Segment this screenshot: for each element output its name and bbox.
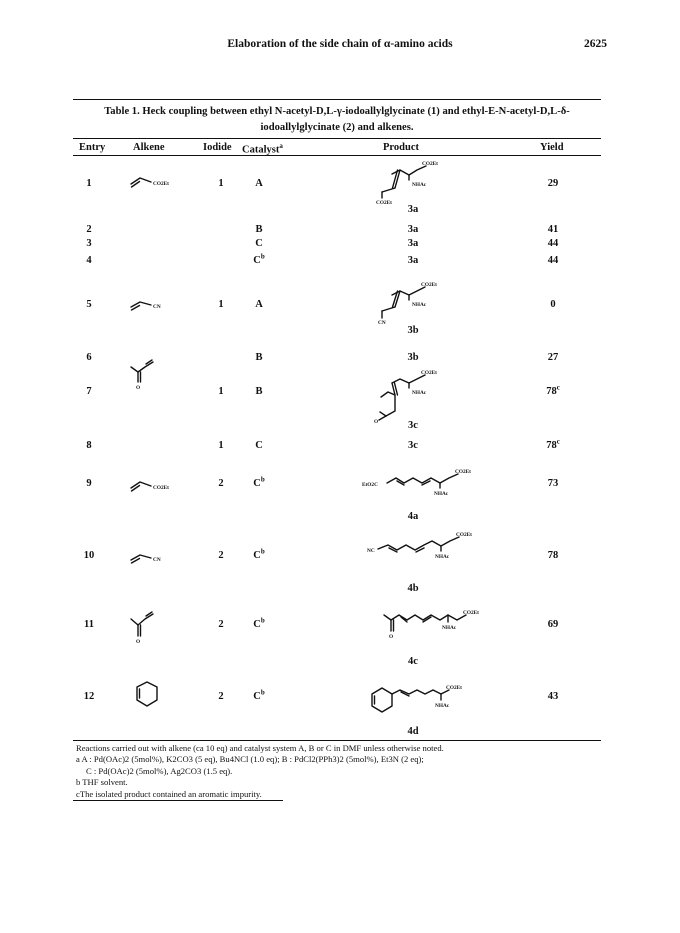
product-4b-structure <box>378 537 459 552</box>
iodide-cell: 2 <box>218 478 224 489</box>
table-caption-line-2: iodoallylglycinate (2) and alkenes. <box>260 122 414 133</box>
yield-value: 78 <box>546 440 557 451</box>
product-label: 3b <box>407 352 419 363</box>
footnote-b: b THF solvent. <box>76 777 128 788</box>
catalyst-letter: C <box>253 255 261 266</box>
page-number: 2625 <box>584 38 607 50</box>
product-3c-structure <box>379 375 425 420</box>
catalyst-footnote-mark: b <box>260 688 265 697</box>
product-4b-nhac-label: NHAc <box>435 554 450 560</box>
alkene-1-co2et-label: CO2Et <box>153 181 169 187</box>
product-4d-co2et-label: CO2Et <box>446 685 462 691</box>
column-header-product: Product <box>383 142 419 153</box>
catalyst-letter: B <box>255 224 263 235</box>
table-caption-line-1: Table 1. Heck coupling between ethyl N-acetyl-D,L-γ-iodoallylglycinate (1) and ethyl-E-N-acetyl-D,L-δ- <box>104 106 570 117</box>
product-label: 4c <box>408 656 418 667</box>
alkene-9-structure <box>131 482 151 488</box>
alkene-5-cn-label: CN <box>153 304 161 310</box>
product-4a-structure <box>387 474 458 488</box>
catalyst-letter: B <box>255 352 263 363</box>
product-label: 4a <box>407 511 419 522</box>
entry-cell: 8 <box>86 440 92 451</box>
alkene-7-o-label: O <box>136 385 141 391</box>
footnote-general: Reactions carried out with alkene (ca 10 eq) and catalyst system A, B or C in DMF unless otherwise noted. <box>76 743 444 753</box>
catalyst-letter: C <box>253 478 261 489</box>
entry-cell: 10 <box>83 550 95 561</box>
yield-footnote-mark: c <box>556 383 560 392</box>
yield-value: 44 <box>547 255 559 266</box>
product-4c-co2et-label: CO2Et <box>463 610 479 616</box>
product-4c-nhac-label: NHAc <box>442 625 457 631</box>
footnote-end-rule <box>73 800 283 801</box>
catalyst-header-text: Catalyst <box>242 144 280 156</box>
product-3c-co2et-label: CO2Et <box>421 370 437 376</box>
entry-cell: 1 <box>86 178 92 189</box>
entry-cell: 9 <box>86 478 92 489</box>
entry-cell: 12 <box>83 691 95 702</box>
alkene-1-structure <box>131 178 151 184</box>
catalyst-letter: A <box>255 178 263 189</box>
yield-value: 73 <box>547 478 559 489</box>
product-4c-o-label: O <box>389 634 394 640</box>
yield-value: 78 <box>547 550 559 561</box>
yield-value: 29 <box>547 178 559 189</box>
catalyst-letter: C <box>255 238 263 249</box>
product-3b-nhac-label: NHAc <box>412 302 427 308</box>
product-3a-nhac-label: NHAc <box>412 182 427 188</box>
footnote-c: cThe isolated product contained an aromatic impurity. <box>76 788 262 799</box>
product-label: 3a <box>407 255 419 266</box>
alkene-9-co2et-label: CO2Et <box>153 485 169 491</box>
catalyst-footnote-mark: b <box>260 475 265 484</box>
product-label: 3b <box>407 325 419 336</box>
product-label: 3c <box>408 420 418 431</box>
entry-cell: 5 <box>86 299 92 310</box>
alkene-10-structure <box>131 555 151 560</box>
product-4b-nc-label: NC <box>367 548 375 554</box>
catalyst-letter: C <box>255 440 263 451</box>
catalyst-footnote-mark: b <box>260 547 265 556</box>
catalyst-letter: C <box>253 619 261 630</box>
column-header-iodide: Iodide <box>203 142 232 153</box>
product-label: 4d <box>407 726 419 737</box>
catalyst-letter: A <box>255 299 263 310</box>
alkene-11-o-label: O <box>136 639 141 645</box>
product-3a-co2et-label: CO2Et <box>422 161 438 167</box>
alkene-5-structure <box>131 302 151 307</box>
product-label: 3c <box>408 440 418 451</box>
yield-value: 78 <box>546 386 557 397</box>
alkene-7-structure <box>131 362 153 372</box>
product-4d-nhac-label: NHAc <box>435 703 450 709</box>
iodide-cell: 1 <box>218 299 224 310</box>
product-label: 3a <box>407 224 419 235</box>
catalyst-letter: C <box>253 550 261 561</box>
product-4a-co2et-label: CO2Et <box>455 469 471 475</box>
alkene-10-cn-label: CN <box>153 557 161 563</box>
product-3b-cn-label: CN <box>378 320 386 326</box>
yield-value: 0 <box>550 299 556 310</box>
footnote-a-line-1: a A : Pd(OAc)2 (5mol%), K2CO3 (5 eq), Bu4NCl (1.0 eq); B : PdCl2(PPh3)2 (5mol%), Et3N (2 eq); <box>76 754 424 765</box>
yield-value: 69 <box>547 619 559 630</box>
yield-footnote-mark: c <box>556 437 560 446</box>
product-3b-co2et-label: CO2Et <box>421 282 437 288</box>
entry-cell: 11 <box>84 619 94 630</box>
product-4b-co2et-label: CO2Et <box>456 532 472 538</box>
entry-cell: 4 <box>86 255 92 266</box>
footnote-a-line-2: C : Pd(OAc)2 (5mol%), Ag2CO3 (1.5 eq). <box>86 765 233 776</box>
product-label: 3a <box>407 204 419 215</box>
catalyst-footnote-mark: b <box>260 616 265 625</box>
catalyst-letter: C <box>253 691 261 702</box>
iodide-cell: 2 <box>218 550 224 561</box>
running-header: Elaboration of the side chain of α-amino acids <box>227 38 453 50</box>
catalyst-letter: B <box>255 386 263 397</box>
catalyst-footnote-mark: b <box>260 252 265 261</box>
entry-cell: 7 <box>86 386 92 397</box>
column-header-alkene: Alkene <box>133 142 165 153</box>
yield-value: 44 <box>547 238 559 249</box>
table-bottom-rule <box>73 740 601 741</box>
product-3a-co2et-bottom-label: CO2Et <box>376 200 392 206</box>
iodide-cell: 2 <box>218 619 224 630</box>
yield-value: 41 <box>547 224 559 235</box>
iodide-cell: 2 <box>218 691 224 702</box>
column-header-entry: Entry <box>79 142 106 153</box>
product-label: 3a <box>407 238 419 249</box>
yield-value: 27 <box>547 352 559 363</box>
product-label: 4b <box>407 583 419 594</box>
iodide-cell: 1 <box>218 386 224 397</box>
iodide-cell: 1 <box>218 178 224 189</box>
column-header-yield: Yield <box>540 142 564 153</box>
product-4a-nhac-label: NHAc <box>434 491 449 497</box>
product-3c-nhac-label: NHAc <box>412 390 427 396</box>
yield-value: 43 <box>547 691 559 702</box>
entry-cell: 6 <box>86 352 92 363</box>
iodide-cell: 1 <box>218 440 224 451</box>
product-4a-eto2c-label: EtO2C <box>362 482 378 488</box>
table-footnotes <box>76 743 604 800</box>
entry-cell: 2 <box>86 224 92 235</box>
product-3c-o-label: O <box>374 419 379 425</box>
catalyst-header-sup: a <box>279 142 283 150</box>
alkene-11-structure <box>131 614 153 625</box>
entry-cell: 3 <box>86 238 92 249</box>
